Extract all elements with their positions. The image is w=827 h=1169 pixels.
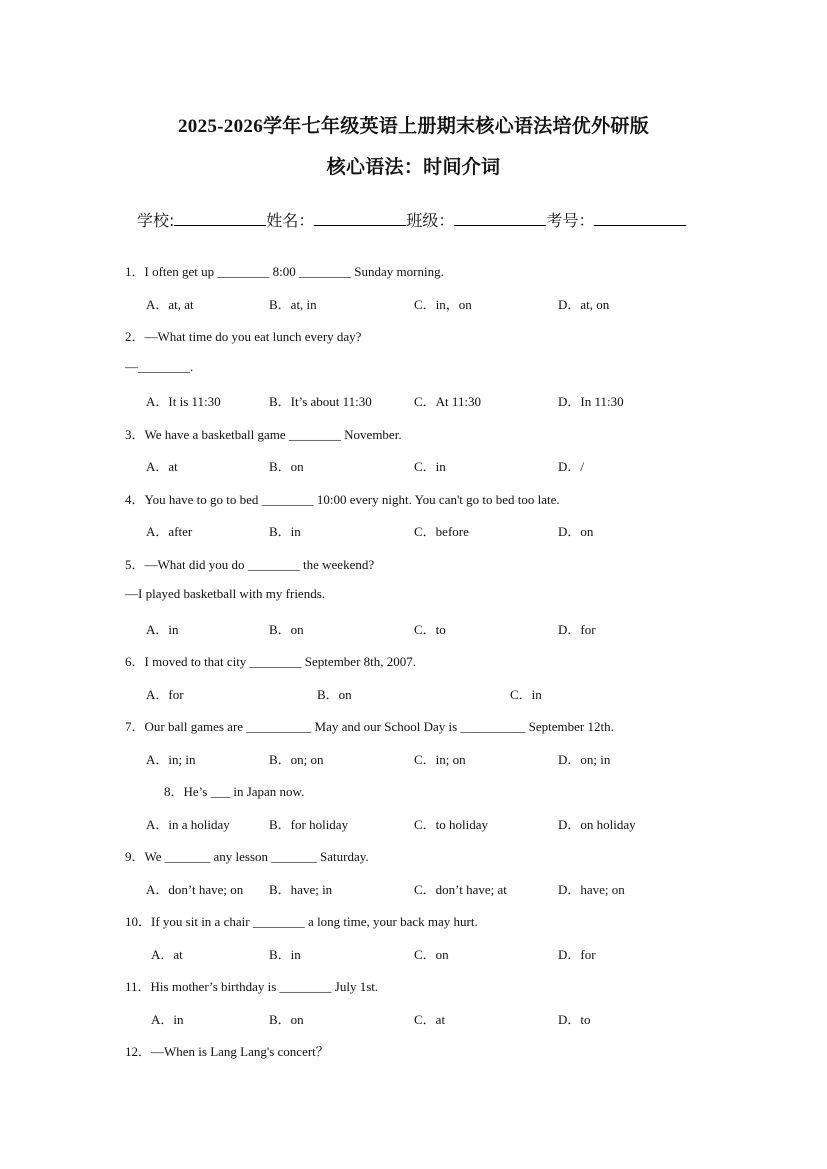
student-info-line <box>137 208 686 231</box>
page-title: 2025-2026学年七年级英语上册期末核心语法培优外研版 <box>177 116 650 137</box>
question-11-stem: 11．His mother’s birthday is ________ July 1st. <box>125 979 379 994</box>
q10-option-a[interactable]: A．at <box>151 947 183 962</box>
q7-option-a[interactable]: A．in; in <box>146 752 196 767</box>
q1-option-c[interactable]: C．in，on <box>414 297 472 312</box>
q6-option-a[interactable]: A．for <box>146 687 184 702</box>
id-field[interactable] <box>594 211 686 226</box>
question-10-stem: 10．If you sit in a chair ________ a long time, your back may hurt. <box>125 914 478 929</box>
q5-option-d[interactable]: D．for <box>558 622 596 637</box>
q3-option-c[interactable]: C．in <box>414 459 446 474</box>
q4-option-a[interactable]: A．after <box>146 524 193 539</box>
q8-option-a[interactable]: A．in a holiday <box>146 817 230 832</box>
question-9-stem: 9．We _______ any lesson _______ Saturday. <box>125 849 369 864</box>
q9-option-a[interactable]: A．don’t have; on <box>146 882 244 897</box>
q6-option-b[interactable]: B．on <box>317 687 352 702</box>
question-12-stem: 12．—When is Lang Lang's concert？ <box>125 1044 329 1059</box>
school-label: 学校: <box>137 211 175 230</box>
q1-option-d[interactable]: D．at, on <box>558 297 610 312</box>
question-1-stem: 1．I often get up ________ 8:00 ________ Sunday morning. <box>125 264 444 279</box>
school-field[interactable] <box>174 211 266 226</box>
q8-option-d[interactable]: D．on holiday <box>558 817 636 832</box>
q1-option-a[interactable]: A．at, at <box>146 297 194 312</box>
q5-option-b[interactable]: B．on <box>269 622 304 637</box>
id-label: 考号： <box>546 211 595 230</box>
q2-option-c[interactable]: C．At 11:30 <box>414 394 482 409</box>
class-field[interactable] <box>454 211 546 226</box>
q6-option-c[interactable]: C．in <box>510 687 542 702</box>
q3-option-d[interactable]: D．/ <box>558 459 585 474</box>
q10-option-b[interactable]: B．in <box>269 947 301 962</box>
q5-option-c[interactable]: C．to <box>414 622 446 637</box>
q7-option-b[interactable]: B．on; on <box>269 752 324 767</box>
q11-option-c[interactable]: C．at <box>414 1012 446 1027</box>
q1-option-b[interactable]: B．at, in <box>269 297 317 312</box>
question-3-stem: 3．We have a basketball game ________ November. <box>125 427 402 442</box>
q11-option-a[interactable]: A．in <box>151 1012 184 1027</box>
question-7-stem: 7．Our ball games are __________ May and our School Day is __________ September 12th. <box>125 719 614 734</box>
q5-option-a[interactable]: A．in <box>146 622 179 637</box>
q8-option-b[interactable]: B．for holiday <box>269 817 349 832</box>
q9-option-c[interactable]: C．don’t have; at <box>414 882 507 897</box>
class-label: 班级： <box>406 211 455 230</box>
page-subtitle: 核心语法：时间介词 <box>326 157 501 178</box>
q8-option-c[interactable]: C．to holiday <box>414 817 489 832</box>
q10-option-d[interactable]: D．for <box>558 947 596 962</box>
q4-option-b[interactable]: B．in <box>269 524 301 539</box>
question-5-stem: 5．—What did you do ________ the weekend? <box>125 557 375 572</box>
question-2-stem-line2: —________. <box>125 359 194 374</box>
q9-option-b[interactable]: B．have; in <box>269 882 333 897</box>
question-6-stem: 6．I moved to that city ________ September 8th, 2007. <box>125 654 417 669</box>
question-5-stem-line2: —I played basketball with my friends. <box>125 586 326 601</box>
question-2-stem: 2．—What time do you eat lunch every day? <box>125 329 362 344</box>
q2-option-d[interactable]: D．In 11:30 <box>558 394 624 409</box>
name-field[interactable] <box>314 211 406 226</box>
q9-option-d[interactable]: D．have; on <box>558 882 625 897</box>
q11-option-b[interactable]: B．on <box>269 1012 304 1027</box>
q10-option-c[interactable]: C．on <box>414 947 449 962</box>
q4-option-d[interactable]: D．on <box>558 524 594 539</box>
q11-option-d[interactable]: D．to <box>558 1012 591 1027</box>
name-label: 姓名： <box>266 211 315 230</box>
q3-option-a[interactable]: A．at <box>146 459 178 474</box>
q3-option-b[interactable]: B．on <box>269 459 304 474</box>
question-8-stem: 8．He’s ___ in Japan now. <box>164 784 305 799</box>
q2-option-a[interactable]: A．It is 11:30 <box>146 394 221 409</box>
q7-option-c[interactable]: C．in; on <box>414 752 466 767</box>
q4-option-c[interactable]: C．before <box>414 524 469 539</box>
question-4-stem: 4．You have to go to bed ________ 10:00 every night. You can't go to bed too late. <box>125 492 560 507</box>
q2-option-b[interactable]: B．It’s about 11:30 <box>269 394 372 409</box>
q7-option-d[interactable]: D．on; in <box>558 752 611 767</box>
